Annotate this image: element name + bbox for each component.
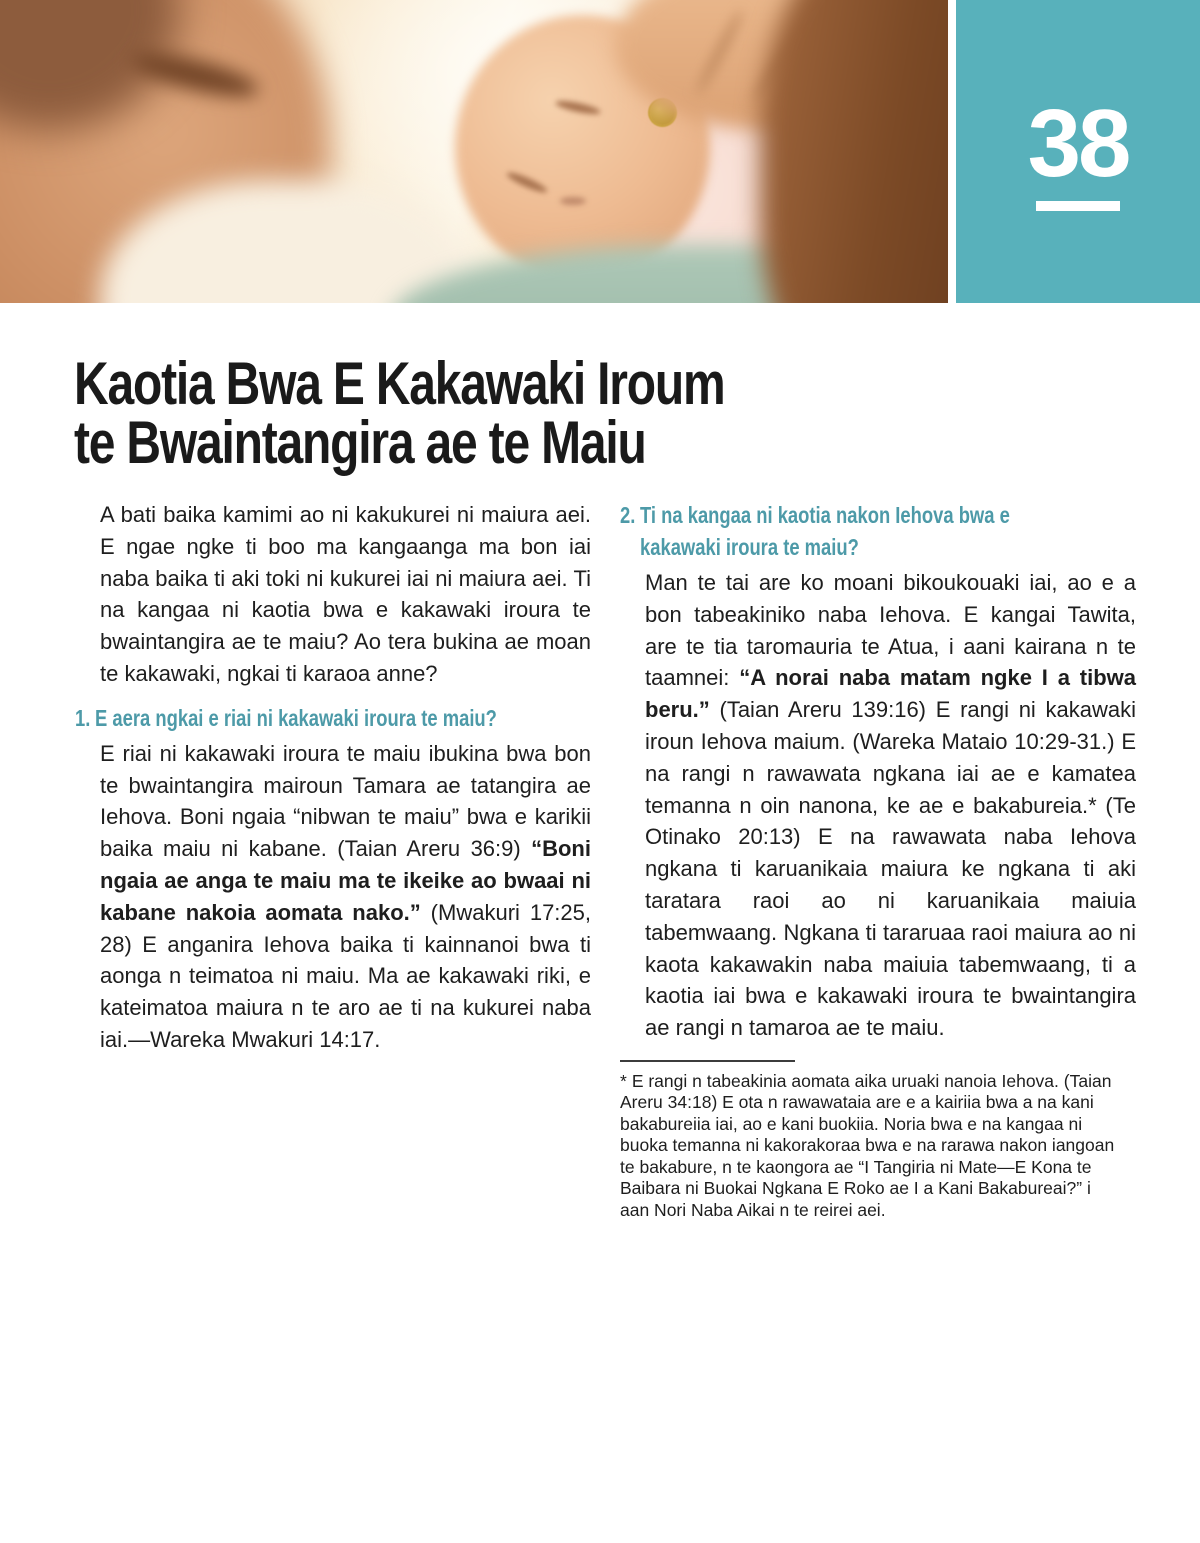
- article-title: [74, 350, 725, 476]
- question-heading-2: [620, 499, 1064, 563]
- lesson-number-badge: [956, 0, 1200, 303]
- footnote-text: E rangi n tabeakinia aomata aika uruaki nanoia Iehova. (Taian Areru 34:18) E ota n rawawataia are e a kairiia bwa a na kani bakabureiia iai, ao e kani buokiia. Noria bwa e na kangaa ni buoka temanna ni kakorakoraa bwa e na rarawa nakon iangoan te bakabure, n te kaongora ae “I Tangiria ni Mate—E Kona te Baibara ni Buokai Ngkana E Roko ae I a Kani Bakabureai?” i aan Nori Naba Aikai n te reirei aei.: [620, 1070, 1115, 1220]
- section-paragraph-2: Man te tai are ko moani bikoukouaki iai, ao e a bon tabeakiniko naba Iehova. E kangai Tawita, are te tia taromauria te Atua, i aani kairana n te taamnei: “A norai naba matam ngke I a tibwa beru.” (Taian Areru 139:16) E rangi ni kakawaki iroun Iehova maium. (Wareka Mataio 10:29-31.) E na rangi n rawawata ngkana iai ae e kamatea temanna n oin nanona, ke ae e bakabureia.* (Te Otinako 20:13) E na rawawata naba Iehova ngkana ti karuanikaia maiura ke ngkana ti aki taratara raoi ao ni karuanikaia maiuia tabemwaang. Ngkana ti tararuaa raoi maiura ao ni kaota kakawakin naba maiuia tabemwaang, ti a kaotia iai bwa e kakawaki iroura te bwaintangira ae rangi n tamaroa ae te maiu.: [645, 570, 1136, 1041]
- footnote: [620, 1071, 1122, 1222]
- foreground-person-head: [760, 0, 948, 303]
- question-number-2: 2.: [620, 502, 636, 528]
- header-photo: [0, 0, 948, 303]
- column-right: [620, 499, 1136, 1221]
- lesson-number: 38: [1027, 90, 1129, 197]
- lesson-number-underline: [1036, 201, 1120, 211]
- baby-mouth: [560, 197, 586, 205]
- question-heading-1: [75, 702, 497, 734]
- question-heading-2-text: Ti na kangaa ni kaotia nakon Iehova bwa e kakawaki iroura te maiu?: [640, 502, 1010, 560]
- question-heading-1-text: E aera ngkai e riai ni kakawaki iroura te maiu?: [95, 704, 497, 731]
- section-paragraph-1: E riai ni kakawaki iroura te maiu ibukina bwa bon te bwaintangira mairoun Tamara ae tatangira ae Iehova. Boni ngaia “nibwan te maiu” bwa e karikii baika maiu ni kabane. (Taian Areru 36:9) “Boni ngaia ae anga te maiu ma te ikeike ao bwaai ni kabane nakoia aomata nako.” (Mwakuri 17:25, 28) E anganira Iehova baika ti kainnanoi bwa ti aonga n teimatoa ni maiu. Ma ae kakawaki riki, e kateimatoa maiura n te aro ae ti na kukurei naba iai.—Wareka Mwakuri 14:17.: [100, 740, 591, 1052]
- footnote-marker: *: [620, 1070, 627, 1091]
- footnote-divider: [620, 1060, 795, 1062]
- article-title-line-2: te Bwaintangira ae te Maiu: [74, 409, 646, 476]
- column-left: [75, 499, 591, 1056]
- intro-paragraph: A bati baika kamimi ao ni kakukurei ni maiura aei. E ngae ngke ti boo ma kangaanga ma bon iai naba baika ti aki toki ni kukurei iai ni maiura aei. Ti na kangaa ni kaotia bwa e kakawaki iroura te bwaintangira ae te maiu? Ao tera bukina ae moan te kakawaki, ngkai ti karaoa anne?: [100, 502, 591, 686]
- article-title-line-1: Kaotia Bwa E Kakawaki Iroum: [74, 350, 725, 417]
- question-number-1: 1.: [75, 704, 91, 731]
